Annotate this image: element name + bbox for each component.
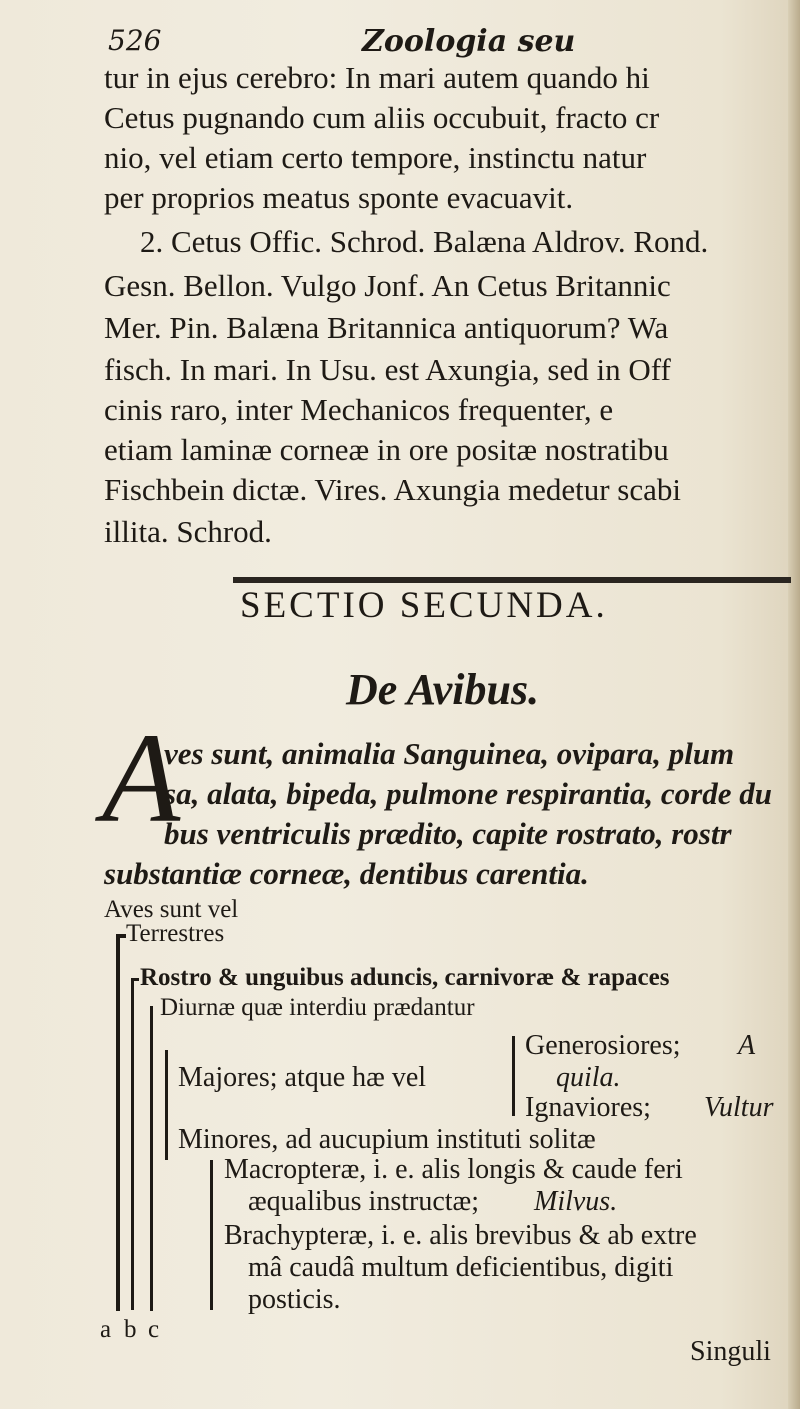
intro-line-2: Cetus pugnando cum aliis occubuit, fracto cr <box>104 100 660 135</box>
generosiores-example: A <box>738 1030 756 1061</box>
generosiores-label: Generosiores; <box>525 1030 681 1061</box>
rostro-line: Rostro & unguibus aduncis, carnivoræ & rapaces <box>140 964 670 991</box>
item2-line-1: 2. Cetus Offic. Schrod. Balæna Aldrov. Rond. <box>140 224 709 259</box>
ignaviores-label: Ignaviores; <box>525 1092 651 1123</box>
diurnae-line: Diurnæ quæ interdiu prædantur <box>160 994 475 1021</box>
intro-line-4: per proprios meatus sponte evacuavit. <box>104 180 574 215</box>
bracket-majores <box>165 1050 168 1160</box>
catchword: Singuli <box>690 1336 771 1367</box>
page-gutter <box>788 0 800 1409</box>
margin-letter-c: c <box>148 1316 160 1343</box>
brachypterae-line-1: Brachypteræ, i. e. alis brevibus & ab extre <box>224 1220 697 1251</box>
bracket-aquila <box>512 1036 515 1116</box>
definition-line-3: bus ventriculis prædito, capite rostrato, rostr <box>164 816 732 851</box>
item2-line-7: Fischbein dictæ. Vires. Axungia medetur scabi <box>104 472 681 507</box>
item2-line-6: etiam laminæ corneæ in ore positæ nostratibu <box>104 432 669 467</box>
classification-lead: Aves sunt vel <box>104 896 239 923</box>
definition-line-1: ves sunt, animalia Sanguinea, ovipara, plum <box>164 736 735 771</box>
margin-letter-b: b <box>124 1316 137 1343</box>
brachypterae-line-2: mâ caudâ multum deficientibus, digiti <box>248 1252 674 1283</box>
item2-line-5: cinis raro, inter Mechanicos frequenter, e <box>104 392 614 427</box>
item2-line-8: illita. Schrod. <box>104 514 272 549</box>
majores-line: Majores; atque hæ vel <box>178 1062 427 1093</box>
bracket-b-top <box>131 978 139 981</box>
bracket-minores <box>210 1160 213 1310</box>
drop-cap: A <box>102 707 181 849</box>
definition-line-4: substantiæ corneæ, dentibus carentia. <box>104 856 589 891</box>
milvus-label: Milvus. <box>534 1186 618 1217</box>
definition-line-2: sa, alata, bipeda, pulmone respirantia, corde du <box>164 776 772 811</box>
bracket-c <box>150 1006 153 1311</box>
margin-letter-a: a <box>100 1316 112 1343</box>
aquila-label: quila. <box>556 1062 621 1093</box>
item2-line-2: Gesn. Bellon. Vulgo Jonf. An Cetus Britannic <box>104 268 671 303</box>
running-head: Zoologia seu <box>362 24 576 59</box>
brachypterae-line-3: posticis. <box>248 1284 341 1315</box>
intro-line-1: tur in ejus cerebro: In mari autem quando hi <box>104 60 650 95</box>
section-rule <box>233 577 791 583</box>
bracket-a-top <box>116 934 126 938</box>
section-subtitle: De Avibus. <box>346 665 540 714</box>
intro-line-3: nio, vel etiam certo tempore, instinctu natur <box>104 140 647 175</box>
bracket-a <box>116 936 120 1311</box>
section-title: SECTIO SECUNDA. <box>240 585 608 626</box>
item2-line-3: Mer. Pin. Balæna Britannica antiquorum? Wa <box>104 310 669 345</box>
macropterae-line-2: æqualibus instructæ; <box>248 1186 479 1217</box>
page-number: 526 <box>108 24 162 57</box>
ignaviores-example: Vultur <box>704 1092 774 1123</box>
minores-line: Minores, ad aucupium instituti solitæ <box>178 1124 596 1155</box>
bracket-b <box>131 980 134 1310</box>
macropterae-line-1: Macropteræ, i. e. alis longis & caude feri <box>224 1154 683 1185</box>
item2-line-4: fisch. In mari. In Usu. est Axungia, sed in Off <box>104 352 671 387</box>
terrestres-label: Terrestres <box>126 920 225 947</box>
